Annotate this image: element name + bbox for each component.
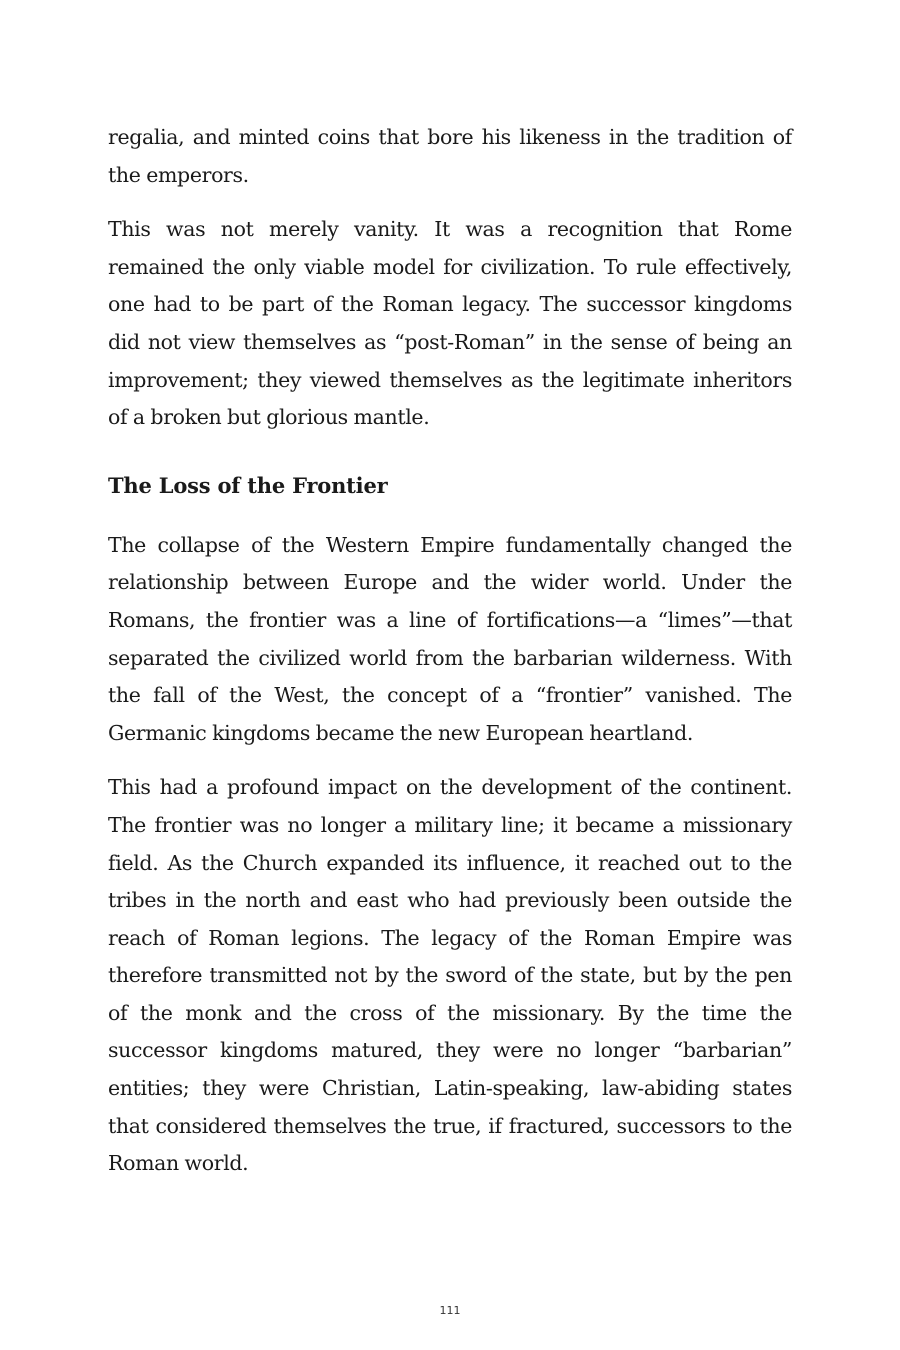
section-heading: The Loss of the Frontier bbox=[108, 472, 388, 498]
paragraph-vanity: This was not merely vanity. It was a recognition that Rome remained the only viable model for civilization. To rule effectively, one had to be part of the Roman legacy. The successor kingdoms did not view themselves as “post-Roman” in the sense of being an improvement; they viewed themselves as the legitimate inheritors of a broken but glorious mantle. bbox=[108, 217, 792, 430]
paragraph-continued: regalia, and minted coins that bore his likeness in the tradition of the emperors. bbox=[108, 125, 792, 187]
page-body bbox=[108, 119, 792, 1200]
paragraph-collapse: The collapse of the Western Empire fundamentally changed the relationship between Europe and the wider world. Under the Romans, the frontier was a line of fortifications—a “limes”—that separated the civilized world from the barbarian wilderness. With the fall of the West, the concept of a “frontier” vanished. The Germanic kingdoms became the new European heartland. bbox=[108, 532, 792, 745]
page-number: 111 bbox=[439, 1304, 461, 1317]
paragraph-impact: This had a profound impact on the development of the continent. The frontier was no longer a military line; it became a missionary field. As the Church expanded its influence, it reached out to the tribes in the north and east who had previously been outside the reach of Roman legions. The legacy of the Roman Empire was therefore transmitted not by the sword of the state, but by the pen of the monk and the cross of the missionary. By the time the successor kingdoms matured, they were no longer “barbarian” entities; they were Christian, Latin-speaking, law-abiding states that considered themselves the true, if fractured, successors to the Roman world. bbox=[108, 775, 792, 1176]
